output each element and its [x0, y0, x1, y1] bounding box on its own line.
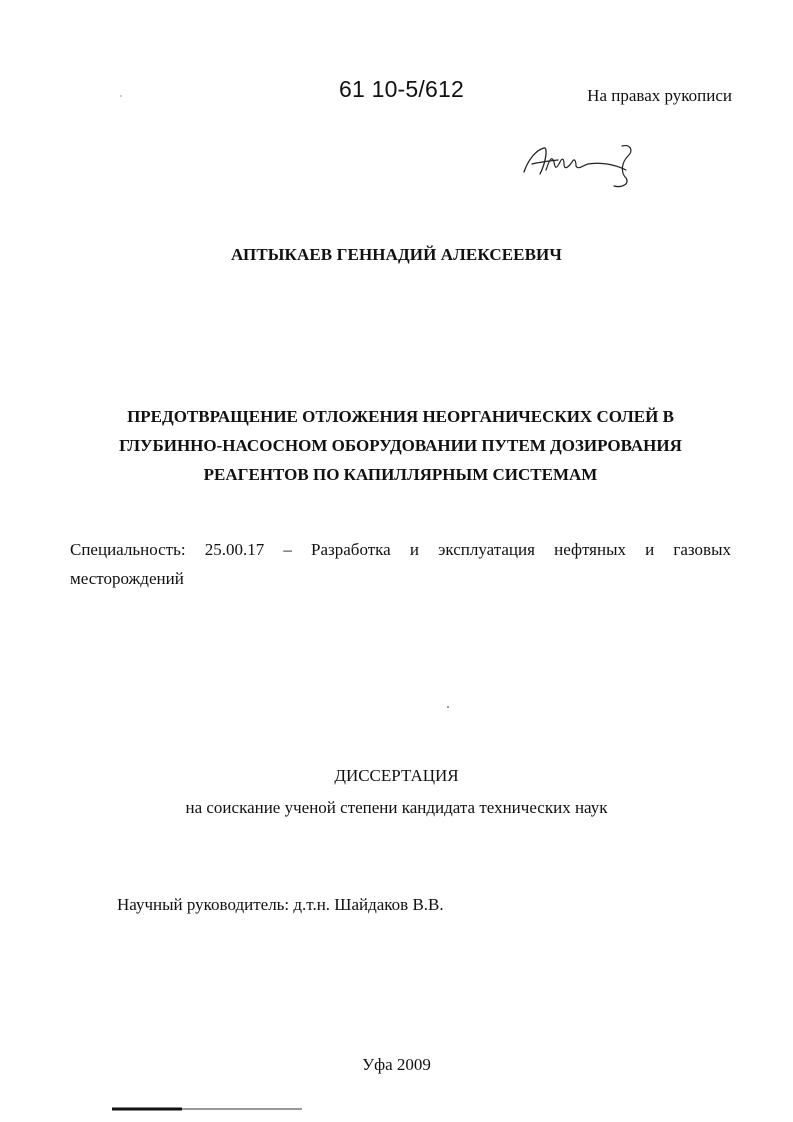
specialty: [70, 535, 731, 593]
city-year: Уфа 2009: [362, 1055, 431, 1074]
rights-note: На правах рукописи: [587, 86, 732, 105]
handwritten-signature: [518, 140, 648, 190]
specialty-line: Специальность: 25.00.17 – Разработка и эксплуатация нефтяных и газовых: [70, 540, 731, 559]
title-line: ПРЕДОТВРАЩЕНИЕ ОТЛОЖЕНИЯ НЕОРГАНИЧЕСКИХ СОЛЕЙ В: [127, 407, 674, 426]
title-line: ГЛУБИННО-НАСОСНОМ ОБОРУДОВАНИИ ПУТЕМ ДОЗИРОВАНИЯ: [119, 436, 682, 455]
archive-code: 61 10-5/612: [339, 76, 464, 102]
document-type: ДИССЕРТАЦИЯ: [334, 766, 459, 785]
degree-statement: на соискание ученой степени кандидата технических наук: [185, 798, 608, 817]
specialty-line: месторождений: [70, 569, 184, 588]
dissertation-title: [70, 402, 731, 489]
title-line: РЕАГЕНТОВ ПО КАПИЛЛЯРНЫМ СИСТЕМАМ: [203, 465, 598, 484]
author-name: АПТЫКАЕВ ГЕННАДИЙ АЛЕКСЕЕВИЧ: [231, 245, 562, 264]
scan-speck: [447, 706, 449, 708]
scan-artifact-line: [112, 1107, 302, 1111]
scan-speck: [120, 95, 122, 97]
scientific-supervisor: Научный руководитель: д.т.н. Шайдаков В.В.: [117, 895, 444, 914]
